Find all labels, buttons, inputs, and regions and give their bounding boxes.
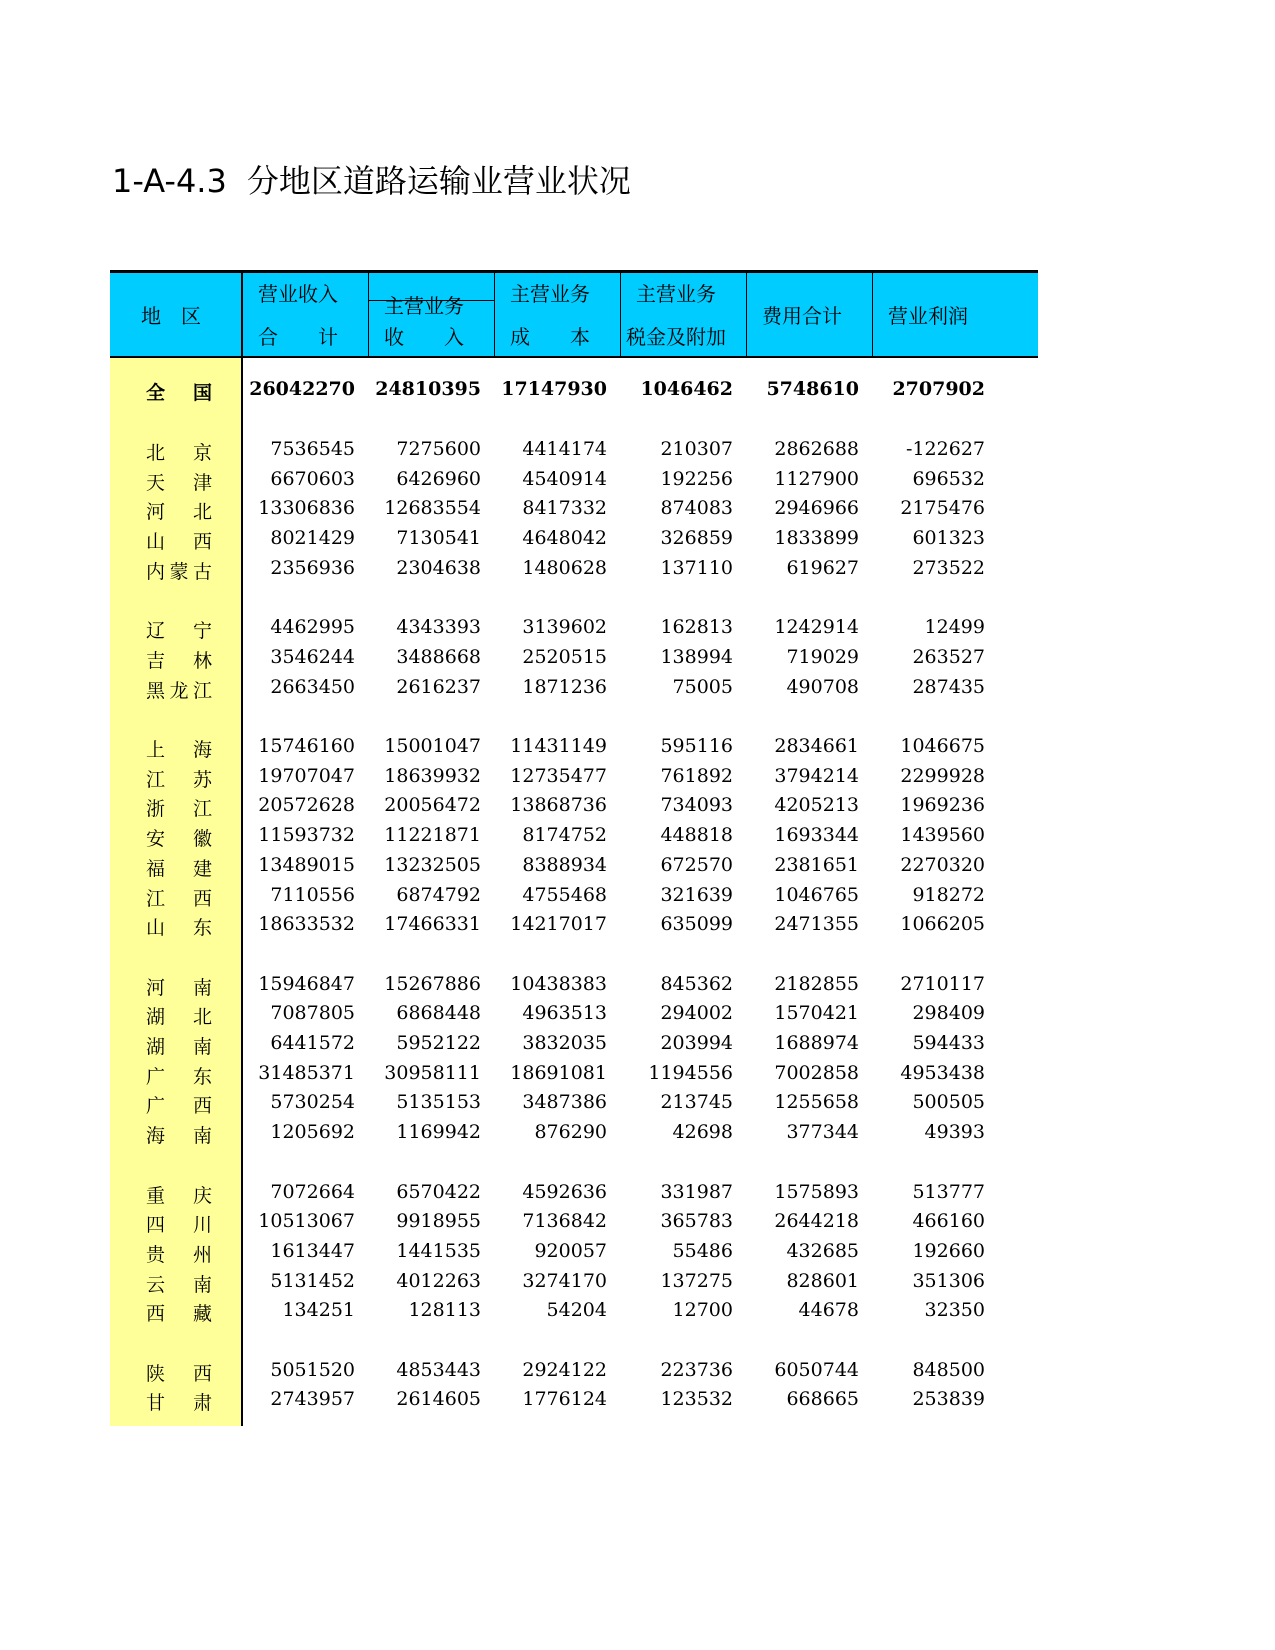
table-cell: 377344: [786, 1121, 859, 1144]
table-cell: 75005: [672, 675, 733, 698]
table-cell: 203994: [660, 1032, 733, 1054]
region-name: 广 西: [146, 1095, 212, 1118]
header-revenue-top: 营业收入: [258, 282, 338, 306]
table-cell: 6570422: [396, 1180, 481, 1203]
table-cell: 210307: [660, 438, 733, 460]
table-cell: 2356936: [270, 556, 355, 579]
table-cell: 1613447: [270, 1239, 355, 1262]
table-cell: 15001047: [384, 735, 481, 757]
table-cell: 365783: [660, 1210, 733, 1233]
region-name: 河 南: [146, 976, 212, 999]
table-cell: 18691081: [510, 1061, 607, 1084]
table-cell: 920057: [534, 1239, 607, 1262]
table-cell: 31485371: [258, 1061, 355, 1084]
region-name: 云 南: [146, 1273, 212, 1296]
table-row: [110, 468, 1038, 499]
table-cell: 1046765: [774, 883, 859, 906]
table-cell: 44678: [798, 1299, 859, 1322]
table-cell: 2834661: [774, 735, 859, 757]
table-row: [110, 1062, 1038, 1093]
table-cell: 2299928: [900, 764, 985, 787]
table-cell: 13306836: [258, 497, 355, 520]
table-cell: 15267886: [384, 972, 481, 995]
table-row: [110, 1032, 1038, 1063]
header-revenue-total: 合 计: [258, 325, 338, 349]
table-cell: 273522: [912, 556, 985, 579]
table-cell: 18633532: [258, 913, 355, 936]
region-name: 安 徽: [146, 828, 212, 851]
table-cell: 18639932: [384, 764, 481, 787]
table-cell: 2743957: [270, 1388, 355, 1411]
table-cell: 42698: [672, 1121, 733, 1144]
region-name: 贵 州: [146, 1243, 212, 1266]
region-name: 福 建: [146, 857, 212, 880]
table-row: [110, 854, 1038, 885]
table-cell: 11431149: [510, 735, 607, 757]
table-cell: 128113: [408, 1299, 481, 1322]
table-row-total: [110, 378, 1038, 409]
table-cell: 4012263: [396, 1269, 481, 1292]
table-row: [110, 1359, 1038, 1390]
table-code: 1-A-4.3: [112, 162, 227, 200]
header-main-cost-top: 主营业务: [510, 282, 590, 306]
table-cell: 14217017: [510, 913, 607, 936]
table-cell: 253839: [912, 1388, 985, 1411]
table-cell: 3488668: [396, 645, 481, 668]
region-name: 北 京: [146, 442, 212, 464]
table-cell: 7072664: [270, 1180, 355, 1203]
table-row: [110, 497, 1038, 528]
table-cell: 6670603: [270, 467, 355, 490]
table-cell: 55486: [672, 1239, 733, 1262]
table-cell: 294002: [660, 1002, 733, 1025]
table-cell: 321639: [660, 883, 733, 906]
table-row: [110, 646, 1038, 677]
table-cell: 848500: [912, 1358, 985, 1381]
table-cell: 5051520: [270, 1358, 355, 1381]
table-cell: 619627: [786, 556, 859, 579]
table-cell: 13489015: [258, 853, 355, 876]
table-row: [110, 1270, 1038, 1301]
table-cell: 8174752: [522, 824, 607, 847]
table-cell: 4963513: [522, 1002, 607, 1025]
table-cell: 4205213: [774, 794, 859, 817]
table-cell: 5135153: [396, 1091, 481, 1114]
table-cell: 15946847: [258, 972, 355, 995]
table-cell: 874083: [660, 497, 733, 520]
table-cell: 331987: [660, 1180, 733, 1203]
region-name: 重 庆: [146, 1184, 212, 1207]
region-name: 广 东: [146, 1065, 212, 1088]
table-cell: 466160: [912, 1210, 985, 1233]
table-cell: 298409: [912, 1002, 985, 1025]
table-cell: 4953438: [900, 1061, 985, 1084]
table-cell: 1169942: [396, 1121, 481, 1144]
region-name: 天 津: [146, 471, 212, 494]
region-name: 西 藏: [146, 1303, 212, 1326]
region-name: 山 西: [146, 531, 212, 554]
table-cell: 490708: [786, 675, 859, 698]
table-cell: 601323: [912, 527, 985, 550]
header-region: 地 区: [141, 304, 201, 328]
region-name: 湖 北: [146, 1006, 212, 1029]
region-name: 浙 江: [146, 798, 212, 821]
region-name: 海 南: [146, 1125, 212, 1148]
table-cell: 6441572: [270, 1032, 355, 1054]
table-cell: 1871236: [522, 675, 607, 698]
table-cell: 2614605: [396, 1388, 481, 1411]
region-name: 江 苏: [146, 768, 212, 791]
table-cell: 2616237: [396, 675, 481, 698]
table-cell: 1688974: [774, 1032, 859, 1054]
region-name: 江 西: [146, 887, 212, 910]
table-cell: 10513067: [258, 1210, 355, 1233]
table-cell: 2644218: [774, 1210, 859, 1233]
data-table: [110, 270, 1038, 1415]
header-main-cost-bottom: 成 本: [510, 325, 590, 349]
table-cell: 17466331: [384, 913, 481, 936]
table-cell: 3832035: [522, 1032, 607, 1054]
header-main-revenue-top: 主营业务: [384, 294, 464, 318]
table-cell: 213745: [660, 1091, 733, 1114]
region-name: 四 川: [146, 1214, 212, 1237]
table-header: [110, 270, 1038, 358]
table-cell: 7087805: [270, 1002, 355, 1025]
table-row: [110, 794, 1038, 825]
region-name: 湖 南: [146, 1036, 212, 1058]
table-cell: 2710117: [900, 972, 985, 995]
table-cell: 8417332: [522, 497, 607, 520]
table-row: [110, 1181, 1038, 1212]
table-cell: 32350: [924, 1299, 985, 1322]
table-cell: 1242914: [774, 616, 859, 639]
table-cell: 7002858: [774, 1061, 859, 1084]
table-cell: 12499: [924, 616, 985, 639]
region-name: 山 东: [146, 917, 212, 940]
table-row: [110, 765, 1038, 796]
table-cell: 1439560: [900, 824, 985, 847]
table-cell: 2946966: [774, 497, 859, 520]
table-cell: 137275: [660, 1269, 733, 1292]
region-name: 甘 肃: [146, 1392, 212, 1415]
table-cell: 3274170: [522, 1269, 607, 1292]
table-row: [110, 884, 1038, 915]
table-cell: 500505: [912, 1091, 985, 1114]
table-cell: 20572628: [258, 794, 355, 817]
table-cell: 26042270: [249, 378, 355, 400]
table-cell: -122627: [906, 438, 985, 460]
table-cell: 6050744: [774, 1358, 859, 1381]
table-cell: 635099: [660, 913, 733, 936]
table-cell: 2520515: [522, 645, 607, 668]
table-cell: 4853443: [396, 1358, 481, 1381]
table-cell: 8388934: [522, 853, 607, 876]
table-cell: 1194556: [648, 1061, 733, 1084]
table-cell: 162813: [660, 616, 733, 639]
table-cell: 734093: [660, 794, 733, 817]
table-cell: 5748610: [766, 378, 859, 400]
table-cell: 2471355: [774, 913, 859, 936]
table-cell: 432685: [786, 1239, 859, 1262]
table-row: [110, 557, 1038, 588]
table-cell: 918272: [912, 883, 985, 906]
table-cell: 828601: [786, 1269, 859, 1292]
header-expense: 费用合计: [762, 304, 842, 328]
table-cell: 2381651: [774, 853, 859, 876]
table-title: 分地区道路运输业营业状况: [246, 162, 631, 200]
table-cell: 287435: [912, 675, 985, 698]
table-cell: 138994: [660, 645, 733, 668]
table-cell: 11593732: [258, 824, 355, 847]
header-profit: 营业利润: [888, 304, 968, 328]
table-cell: 513777: [912, 1180, 985, 1203]
table-row: [110, 973, 1038, 1004]
table-cell: 4462995: [270, 616, 355, 639]
table-cell: 1693344: [774, 824, 859, 847]
table-cell: 1833899: [774, 527, 859, 550]
table-row: [110, 676, 1038, 707]
table-row: [110, 438, 1038, 469]
table-cell: 448818: [660, 824, 733, 847]
table-cell: 7536545: [270, 438, 355, 460]
table-cell: 19707047: [258, 764, 355, 787]
table-cell: 134251: [282, 1299, 355, 1322]
table-cell: 4414174: [522, 438, 607, 460]
table-row: [110, 735, 1038, 766]
table-cell: 1127900: [774, 467, 859, 490]
table-cell: 9918955: [396, 1210, 481, 1233]
table-cell: 10438383: [510, 972, 607, 995]
table-cell: 1969236: [900, 794, 985, 817]
region-name: 黑龙江: [146, 679, 212, 702]
table-row: [110, 1091, 1038, 1122]
table-cell: 1205692: [270, 1121, 355, 1144]
table-cell: 4540914: [522, 467, 607, 490]
table-cell: 17147930: [501, 378, 607, 400]
table-row: [110, 527, 1038, 558]
table-cell: 7136842: [522, 1210, 607, 1233]
table-cell: 1480628: [522, 556, 607, 579]
page-title: [112, 156, 631, 202]
region-name: 内蒙古: [146, 560, 212, 583]
header-tax-bottom: 税金及附加: [626, 325, 726, 349]
table-row: [110, 1388, 1038, 1419]
table-cell: 2924122: [522, 1358, 607, 1381]
region-name: 吉 林: [146, 649, 212, 672]
table-cell: 326859: [660, 527, 733, 550]
table-cell: 1046462: [640, 378, 733, 400]
table-cell: 12700: [672, 1299, 733, 1322]
table-cell: 5952122: [396, 1032, 481, 1054]
table-cell: 696532: [912, 467, 985, 490]
table-cell: 595116: [660, 735, 733, 757]
table-cell: 4755468: [522, 883, 607, 906]
table-cell: 351306: [912, 1269, 985, 1292]
table-cell: 761892: [660, 764, 733, 787]
table-cell: 11221871: [384, 824, 481, 847]
region-name: 上 海: [146, 739, 212, 761]
table-cell: 876290: [534, 1121, 607, 1144]
table-cell: 668665: [786, 1388, 859, 1411]
table-cell: 2707902: [892, 378, 985, 400]
table-cell: 24810395: [375, 378, 481, 400]
table-cell: 2175476: [900, 497, 985, 520]
table-cell: 7110556: [270, 883, 355, 906]
table-cell: 3794214: [774, 764, 859, 787]
table-cell: 49393: [924, 1121, 985, 1144]
table-cell: 4648042: [522, 527, 607, 550]
table-cell: 137110: [660, 556, 733, 579]
table-cell: 2270320: [900, 853, 985, 876]
table-cell: 223736: [660, 1358, 733, 1381]
table-row: [110, 913, 1038, 944]
table-cell: 123532: [660, 1388, 733, 1411]
table-cell: 672570: [660, 853, 733, 876]
table-cell: 4343393: [396, 616, 481, 639]
table-cell: 5131452: [270, 1269, 355, 1292]
table-cell: 1570421: [774, 1002, 859, 1025]
region-name: 辽 宁: [146, 620, 212, 643]
table-cell: 2862688: [774, 438, 859, 460]
table-cell: 12735477: [510, 764, 607, 787]
table-row: [110, 616, 1038, 647]
region-name: 河 北: [146, 501, 212, 524]
table-cell: 8021429: [270, 527, 355, 550]
table-cell: 12683554: [384, 497, 481, 520]
table-row: [110, 1299, 1038, 1330]
table-cell: 2304638: [396, 556, 481, 579]
table-cell: 719029: [786, 645, 859, 668]
region-name: 陕 西: [146, 1362, 212, 1385]
table-row: [110, 1002, 1038, 1033]
table-cell: 5730254: [270, 1091, 355, 1114]
table-cell: 6868448: [396, 1002, 481, 1025]
table-cell: 1046675: [900, 735, 985, 757]
table-cell: 1255658: [774, 1091, 859, 1114]
table-cell: 20056472: [384, 794, 481, 817]
table-cell: 1776124: [522, 1388, 607, 1411]
table-cell: 3546244: [270, 645, 355, 668]
table-cell: 6426960: [396, 467, 481, 490]
table-cell: 54204: [546, 1299, 607, 1322]
table-row: [110, 1240, 1038, 1271]
table-cell: 2663450: [270, 675, 355, 698]
table-cell: 15746160: [258, 735, 355, 757]
table-cell: 845362: [660, 972, 733, 995]
table-cell: 13232505: [384, 853, 481, 876]
table-cell: 1066205: [900, 913, 985, 936]
table-cell: 594433: [912, 1032, 985, 1054]
table-cell: 7275600: [396, 438, 481, 460]
table-cell: 30958111: [384, 1061, 481, 1084]
table-cell: 192660: [912, 1239, 985, 1262]
table-cell: 1575893: [774, 1180, 859, 1203]
table-cell: 7130541: [396, 527, 481, 550]
table-row: [110, 1121, 1038, 1152]
table-cell: 192256: [660, 467, 733, 490]
table-cell: 3487386: [522, 1091, 607, 1114]
table-cell: 3139602: [522, 616, 607, 639]
table-cell: 13868736: [510, 794, 607, 817]
table-cell: 263527: [912, 645, 985, 668]
table-row: [110, 824, 1038, 855]
table-cell: 2182855: [774, 972, 859, 995]
table-cell: 4592636: [522, 1180, 607, 1203]
header-tax-top: 主营业务: [636, 282, 716, 306]
table-cell: 1441535: [396, 1239, 481, 1262]
region-name: 全 国: [146, 382, 212, 404]
header-main-revenue-bottom: 收 入: [384, 325, 464, 349]
table-cell: 6874792: [396, 883, 481, 906]
table-row: [110, 1210, 1038, 1241]
